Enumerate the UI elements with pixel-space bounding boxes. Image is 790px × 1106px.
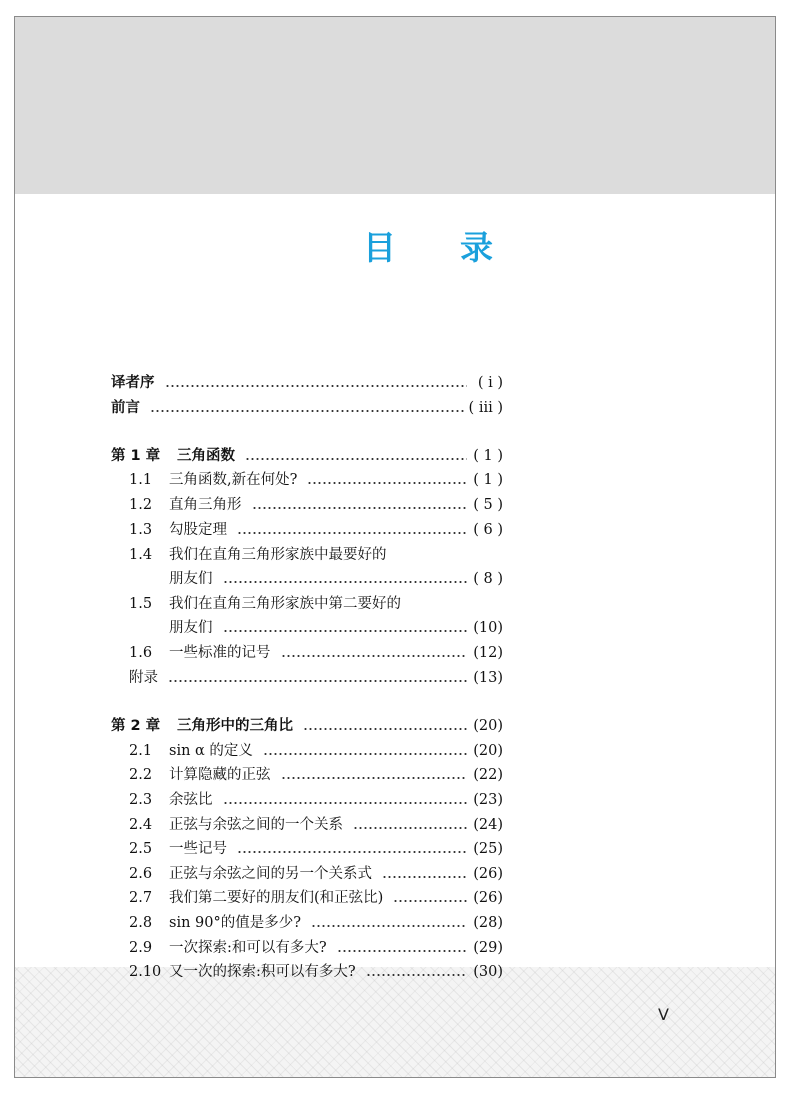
toc-page: (12): [473, 645, 503, 661]
section-title: 余弦比: [169, 792, 213, 808]
section-number: 2.4: [129, 817, 153, 833]
dot-leader: [281, 655, 468, 657]
section-title-continued: 朋友们: [169, 571, 213, 587]
toc-entry-foreword[interactable]: [111, 398, 503, 418]
dot-leader: [150, 410, 465, 412]
section-title: 正弦与余弦之间的一个关系: [169, 817, 343, 833]
section-title: 正弦与余弦之间的另一个关系式: [169, 866, 372, 882]
section-number: 1.5: [129, 596, 153, 612]
dot-leader: [245, 458, 467, 460]
toc-page: (22): [473, 767, 503, 783]
dot-leader: [165, 385, 468, 387]
section-title: 我们第二要好的朋友们(和正弦比): [169, 890, 384, 906]
dot-leader: [263, 753, 467, 755]
toc-page: (10): [473, 620, 503, 636]
toc-label: 前言: [111, 400, 140, 416]
toc-page: ( 1 ): [473, 448, 503, 464]
dot-leader: [281, 777, 468, 779]
section-number: 2.10: [129, 964, 162, 980]
section-number: 1.3: [129, 522, 153, 538]
toc-entry-2-9[interactable]: [129, 938, 503, 958]
toc-entry-1-2[interactable]: [129, 495, 503, 515]
toc-entry-2-10[interactable]: [129, 962, 503, 982]
section-title: 三角函数,新在何处?: [169, 472, 298, 488]
toc-page: (26): [473, 890, 503, 906]
appendix-title: 附录: [129, 670, 158, 686]
dot-leader: [223, 630, 468, 632]
toc-entry-2-1[interactable]: [129, 741, 503, 761]
toc-page: (20): [473, 718, 503, 734]
section-number: 1.1: [129, 472, 153, 488]
section-title: sin 90°的值是多少?: [169, 915, 302, 931]
section-number: 2.8: [129, 915, 153, 931]
section-number: 2.1: [129, 743, 153, 759]
chapter-title: 三角形中的三角比: [177, 718, 293, 734]
toc-page: ( ⅲ ): [468, 400, 503, 416]
toc-page: ( ⅰ ): [477, 375, 503, 391]
chapter-title: 三角函数: [177, 448, 235, 464]
dot-leader: [393, 900, 467, 902]
section-number: 2.7: [129, 890, 153, 906]
toc-entry-2-8[interactable]: [129, 913, 503, 933]
toc-page: (13): [473, 670, 503, 686]
section-title: 勾股定理: [169, 522, 227, 538]
toc-page: (23): [473, 792, 503, 808]
section-number: 2.6: [129, 866, 153, 882]
toc-entry-1-6[interactable]: [129, 643, 503, 663]
toc-page: (26): [473, 866, 503, 882]
dot-leader: [382, 876, 467, 878]
toc-page: (30): [473, 964, 503, 980]
section-title: 一些标准的记号: [169, 645, 271, 661]
toc-entry-2-7[interactable]: [129, 888, 503, 908]
toc-entry-2-4[interactable]: [129, 815, 503, 835]
section-number: 1.2: [129, 497, 153, 513]
dot-leader: [237, 532, 467, 534]
toc-entry-preface-translator[interactable]: [111, 373, 503, 393]
toc-entry-appendix[interactable]: [129, 668, 503, 688]
dot-leader: [307, 482, 467, 484]
section-title: 我们在直角三角形家族中最要好的: [169, 547, 387, 563]
toc-entry-1-5-cont[interactable]: [169, 618, 503, 638]
dot-leader: [252, 507, 468, 509]
title-char-left: 目: [363, 228, 396, 267]
toc-entry-1-4[interactable]: [129, 545, 503, 565]
page-folio: V: [658, 1005, 669, 1024]
toc-entry-2-3[interactable]: [129, 790, 503, 810]
section-title: 又一次的探索:积可以有多大?: [169, 964, 356, 980]
dot-leader: [366, 974, 467, 976]
dot-leader: [353, 827, 467, 829]
section-number: 2.9: [129, 940, 153, 956]
toc-entry-2-5[interactable]: [129, 839, 503, 859]
title-char-right: 录: [460, 228, 493, 267]
dot-leader: [237, 851, 467, 853]
dot-leader: [168, 680, 467, 682]
section-title: 我们在直角三角形家族中第二要好的: [169, 596, 401, 612]
section-title-continued: 朋友们: [169, 620, 213, 636]
dot-leader: [311, 925, 467, 927]
toc-entry-2-6[interactable]: [129, 864, 503, 884]
toc-entry-1-1[interactable]: [129, 470, 503, 490]
toc-entry-2-2[interactable]: [129, 765, 503, 785]
toc-entry-1-4-cont[interactable]: [169, 569, 503, 589]
dot-leader: [223, 581, 468, 583]
toc-entry-1-3[interactable]: [129, 520, 503, 540]
toc-page: (24): [473, 817, 503, 833]
toc-page: (25): [473, 841, 503, 857]
toc-page: ( 1 ): [473, 472, 503, 488]
dot-leader: [223, 802, 468, 804]
section-number: 2.5: [129, 841, 153, 857]
section-title: 计算隐藏的正弦: [169, 767, 271, 783]
toc-entry-1-5[interactable]: [129, 594, 503, 614]
section-number: 2.3: [129, 792, 153, 808]
toc-page: (20): [473, 743, 503, 759]
chapter-number: 第 1 章: [111, 448, 161, 464]
section-number: 1.6: [129, 645, 153, 661]
section-title: 直角三角形: [169, 497, 242, 513]
dot-leader: [303, 728, 467, 730]
section-title: sin α 的定义: [169, 743, 253, 759]
section-title: 一些记号: [169, 841, 227, 857]
toc-chapter-1[interactable]: [111, 446, 503, 466]
chapter-number: 第 2 章: [111, 718, 161, 734]
toc-label: 译者序: [111, 375, 155, 391]
toc-page: (28): [473, 915, 503, 931]
section-number: 2.2: [129, 767, 153, 783]
toc-page: ( 8 ): [473, 571, 503, 587]
section-number: 1.4: [129, 547, 153, 563]
toc-page: ( 6 ): [473, 522, 503, 538]
toc-page: (29): [473, 940, 503, 956]
dot-leader: [337, 950, 467, 952]
section-title: 一次探索:和可以有多大?: [169, 940, 327, 956]
toc-page: ( 5 ): [473, 497, 503, 513]
toc-chapter-2[interactable]: [111, 716, 503, 736]
